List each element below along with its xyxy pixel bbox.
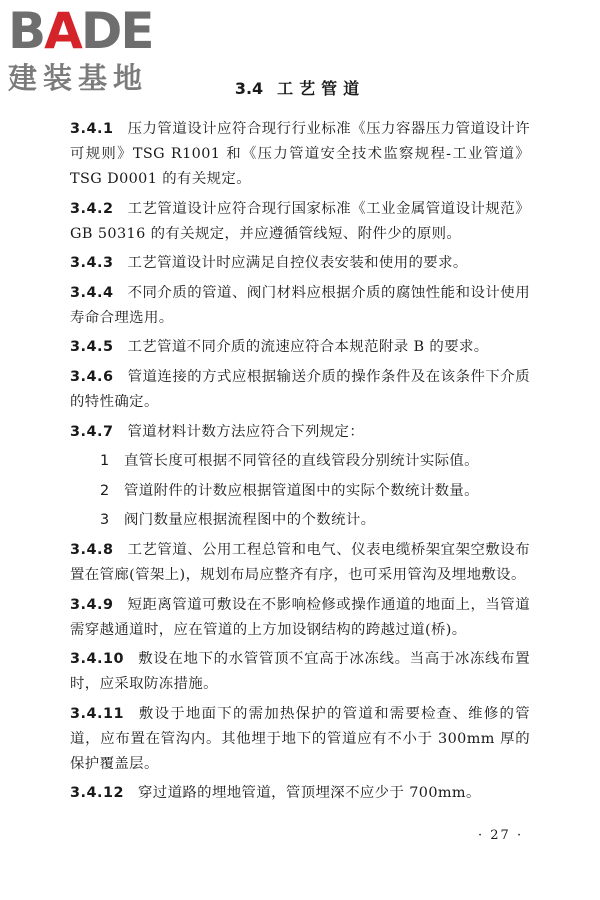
logo-letters-de: DE bbox=[80, 2, 153, 60]
clause bbox=[70, 781, 530, 806]
list-item bbox=[70, 449, 530, 474]
clause bbox=[70, 251, 530, 276]
clause-number: 3.4.8 bbox=[70, 541, 114, 558]
clause bbox=[70, 365, 530, 415]
clause-number: 3.4.4 bbox=[70, 284, 114, 301]
clause-number: 3.4.1 bbox=[70, 121, 114, 137]
section-number: 3.4 bbox=[234, 79, 264, 98]
clause-text: 短距离管道可敷设在不影响检修或操作通道的地面上，当管道需穿越通道时，应在管道的上方加设钢结构的跨越过道(桥)。 bbox=[70, 596, 530, 638]
clause bbox=[70, 420, 530, 445]
logo-letter-b: B bbox=[8, 2, 45, 60]
clause-number: 3.4.6 bbox=[70, 368, 114, 385]
clause bbox=[70, 281, 530, 331]
clause-text: 工艺管道设计应符合现行国家标准《工业金属管道设计规范》GB 50316 的有关规定，并应遵循管线短、附件少的原则。 bbox=[70, 200, 530, 242]
clause-number: 3.4.11 bbox=[70, 705, 124, 722]
clause bbox=[70, 538, 530, 588]
clause bbox=[70, 117, 530, 192]
clause-number: 3.4.12 bbox=[70, 785, 124, 802]
section-heading bbox=[0, 76, 600, 99]
section-title: 工艺管道 bbox=[277, 79, 366, 98]
clause-text: 穿过道路的埋地管道，管顶埋深不应少于 700mm。 bbox=[138, 785, 481, 802]
logo-chinese-text: 建装基地 bbox=[8, 61, 149, 95]
list-item-number: 1 bbox=[100, 453, 110, 470]
svg-text:BADE bbox=[8, 2, 153, 60]
list-item bbox=[70, 508, 530, 533]
clause-text: 工艺管道、公用工程总管和电气、仪表电缆桥架宜架空敷设布置在管廊(管架上)，规划布局应整齐有序，也可采用管沟及埋地敷设。 bbox=[70, 541, 530, 583]
clause-number: 3.4.7 bbox=[70, 423, 114, 440]
list-item-text: 管道附件的计数应根据管道图中的实际个数统计数量。 bbox=[124, 482, 479, 499]
list-item-number: 3 bbox=[100, 512, 110, 529]
clause bbox=[70, 335, 530, 360]
clause-text: 工艺管道不同介质的流速应符合本规范附录 B 的要求。 bbox=[127, 339, 489, 356]
clause-text: 管道连接的方式应根据输送介质的操作条件及在该条件下介质的特性确定。 bbox=[70, 368, 530, 410]
list-item-text: 直管长度可根据不同管径的直线管段分别统计实际值。 bbox=[124, 453, 479, 470]
list-item-number: 2 bbox=[100, 482, 110, 499]
clause-text: 压力管道设计应符合现行行业标准《压力容器压力管道设计许可规则》TSG R1001 和《压力管道安全技术监察规程-工业管道》TSG D0001 的有关规定。 bbox=[70, 121, 530, 187]
clause-number: 3.4.5 bbox=[70, 339, 114, 356]
clause-number: 3.4.9 bbox=[70, 596, 114, 613]
clause-text: 不同介质的管道、阀门材料应根据介质的腐蚀性能和设计使用寿命合理选用。 bbox=[70, 284, 530, 326]
clause bbox=[70, 593, 530, 643]
clause bbox=[70, 647, 530, 697]
clause bbox=[70, 197, 530, 247]
clause-number: 3.4.3 bbox=[70, 255, 114, 272]
clause-number: 3.4.2 bbox=[70, 200, 114, 217]
list-item-text: 阀门数量应根据流程图中的个数统计。 bbox=[124, 512, 376, 529]
logo-letter-a: A bbox=[44, 2, 81, 60]
page-number: · 27 · bbox=[478, 828, 524, 843]
clause-text: 敷设在地下的水管管顶不宜高于冰冻线。当高于冰冻线布置时，应采取防冻措施。 bbox=[70, 651, 530, 693]
clause-text: 敷设于地面下的需加热保护的管道和需要检查、维修的管道，应布置在管沟内。其他埋于地下的管道应有不小于 300mm 厚的保护覆盖层。 bbox=[70, 705, 530, 772]
clause-number: 3.4.10 bbox=[70, 651, 124, 668]
document-body bbox=[70, 117, 530, 811]
list-item bbox=[70, 479, 530, 504]
clause-text: 管道材料计数方法应符合下列规定： bbox=[127, 423, 365, 440]
clause-text: 工艺管道设计时应满足自控仪表安装和使用的要求。 bbox=[127, 255, 468, 272]
clause bbox=[70, 702, 530, 777]
